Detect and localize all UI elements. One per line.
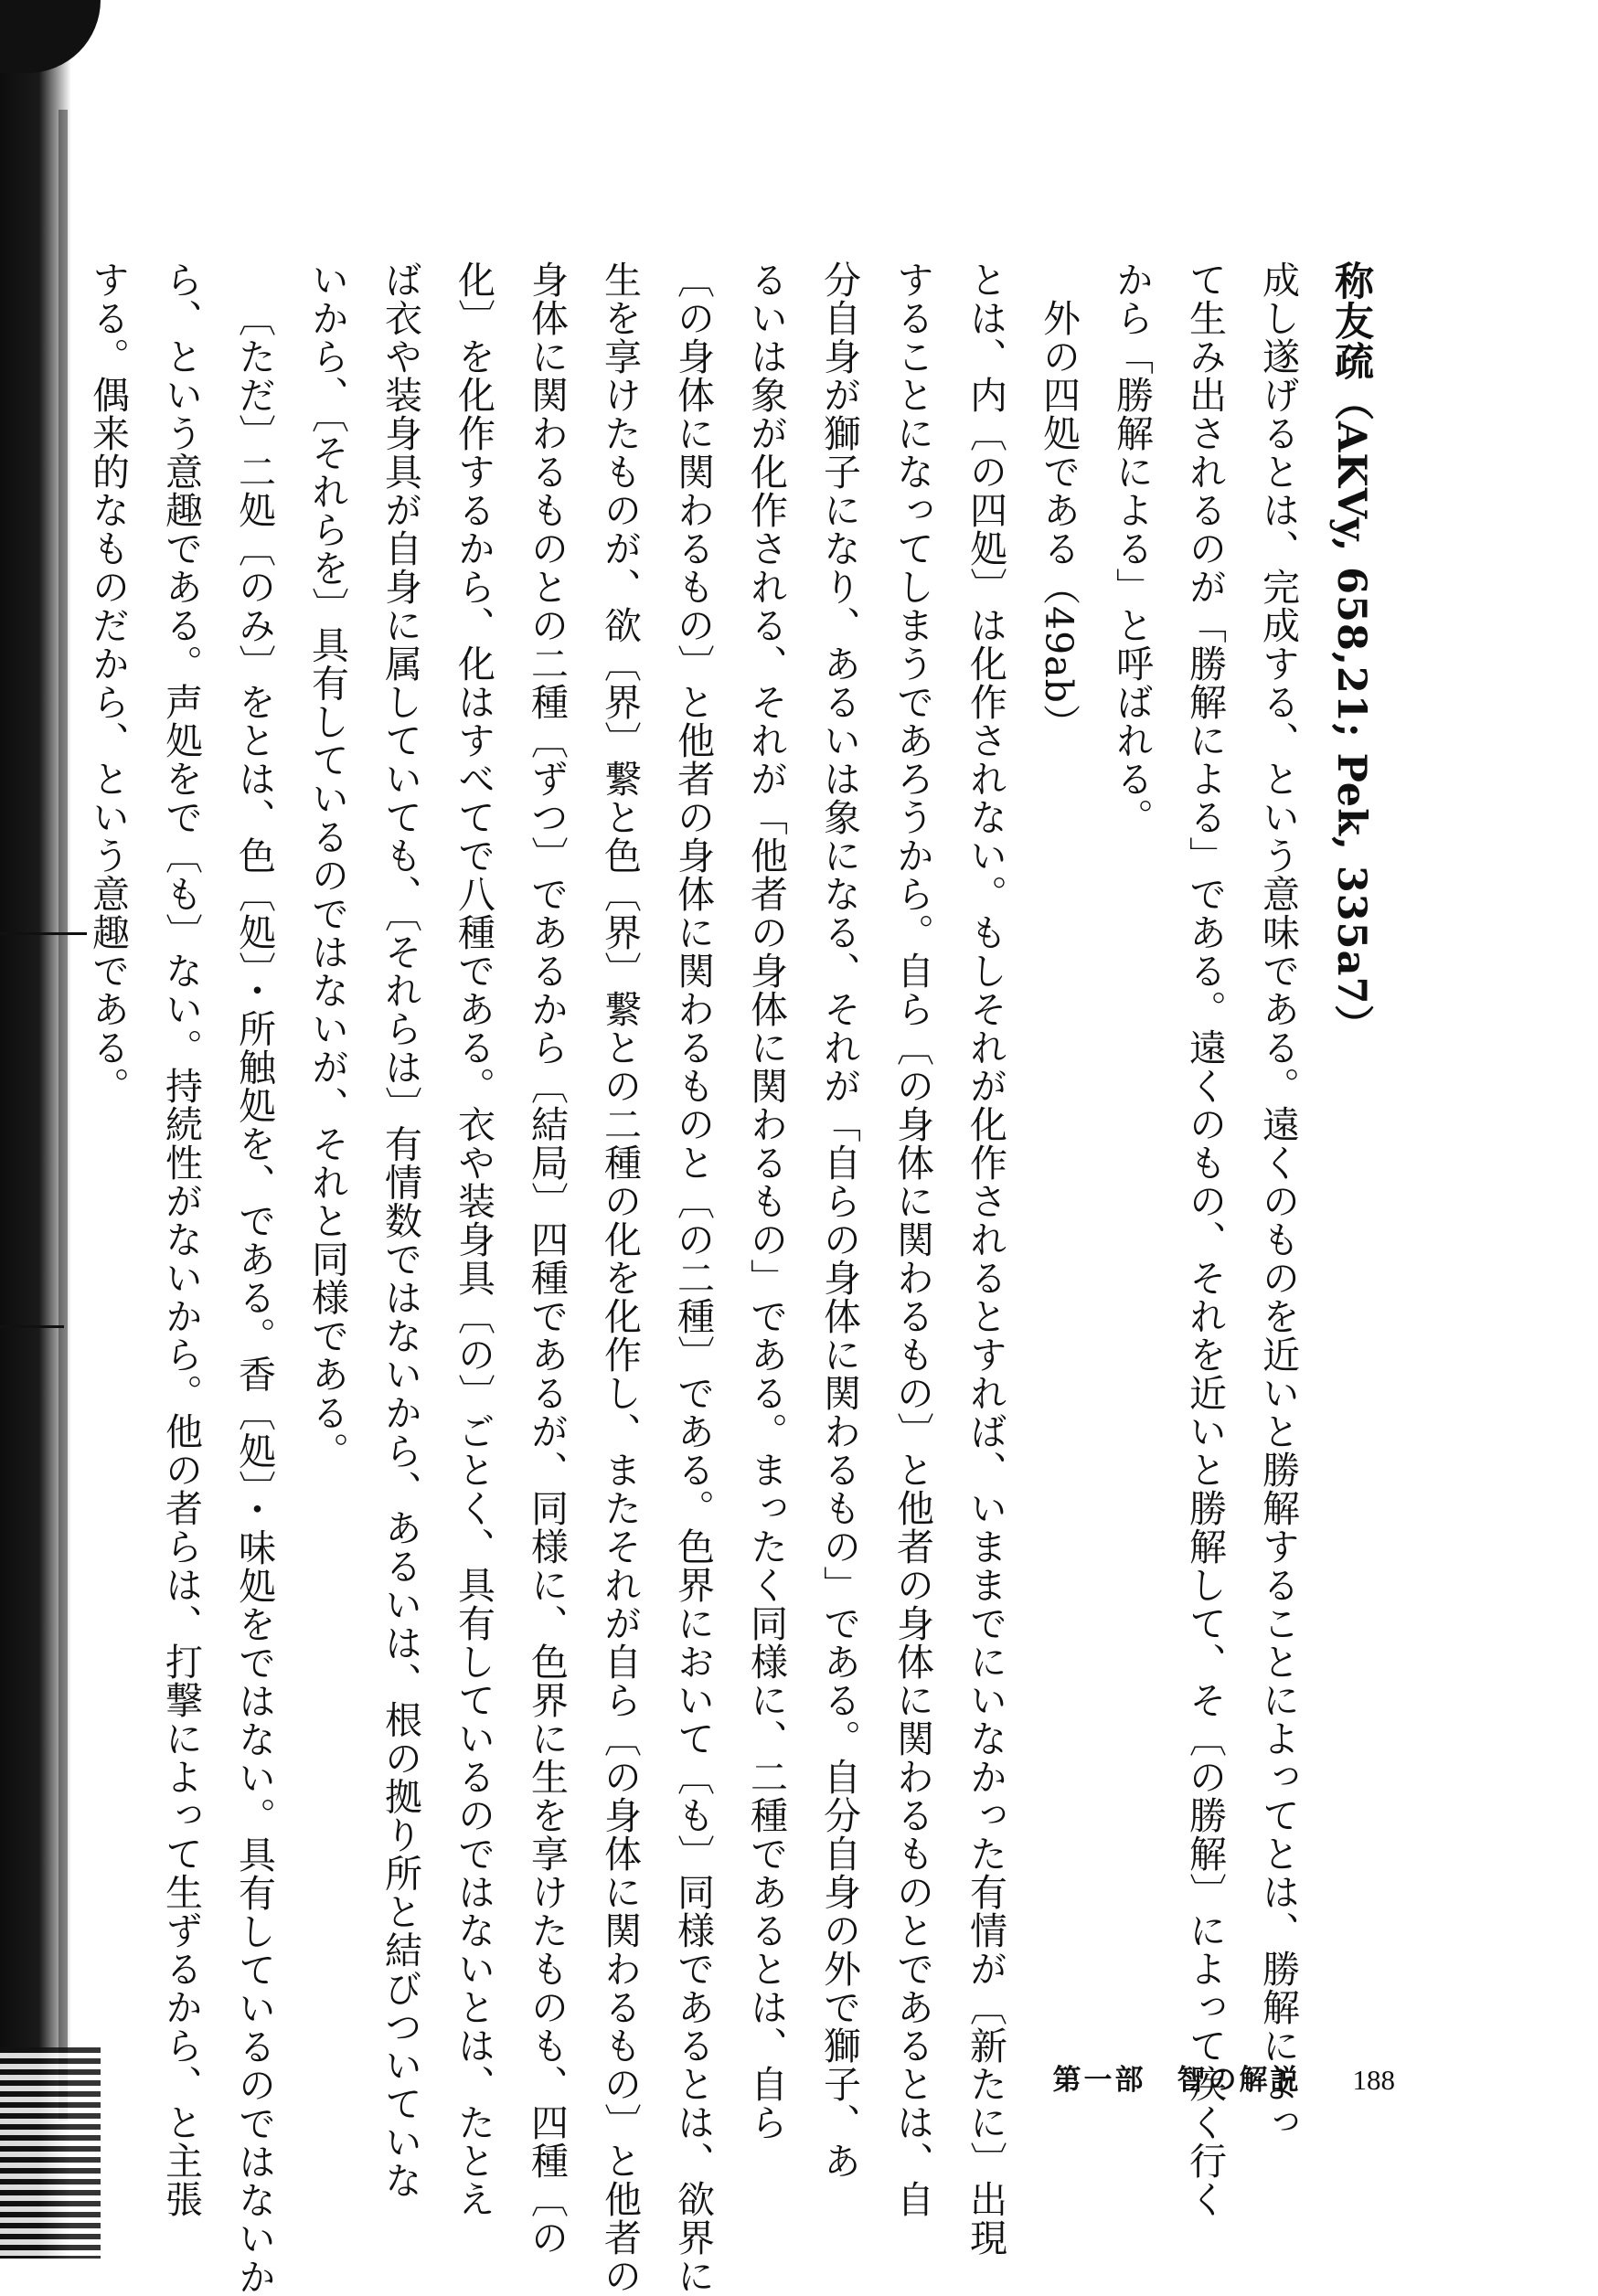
page-number: 188 <box>1352 2064 1395 2096</box>
text-line: する。偶来的なものだから、という意趣である。 <box>86 260 130 1105</box>
text-line: 身体に関わるものとの二種〔ずつ〕であるから〔結局〕四種であるが、同様に、色界に生を享けたものも、四種〔の <box>525 260 569 2257</box>
text-line: るいは象が化作される、それが「他者の身体に関わるもの」である。まったく同様に、二種であるとは、自ら <box>744 260 788 2142</box>
text-line: て生み出されるのが「勝解による」である。遠くのもの、それを近いと勝解して、そ〔の勝解〕によって疾く行く <box>1183 260 1227 2218</box>
page-footer <box>1053 2057 1396 2098</box>
text-line: 生を享けたものが、欲〔界〕繋と色〔界〕繋との二種の化を化作し、またそれが自ら〔の身体に関わるもの〕と他者の <box>598 260 642 2295</box>
scan-corner-top <box>0 0 101 73</box>
text-line: することになってしまうであろうから。自ら〔の身体に関わるもの〕と他者の身体に関わるものとであるとは、自 <box>890 260 934 2218</box>
text-line: いから、〔それらを〕具有しているのではないが、それと同様である。 <box>305 260 349 1471</box>
text-line: 〔の身体に関わるもの〕と他者の身体に関わるものと〔の二種〕である。色界において〔も〕同様であるとは、欲界に <box>671 260 715 2295</box>
text-line: 成し遂げるとは、完成する、という意味である。遠くのものを近いと勝解することによってとは、勝解によっ <box>1256 260 1300 2142</box>
section-title: 第一部 智の解説 <box>1052 2064 1302 2097</box>
text-line: 〔ただ〕二処〔のみ〕をとは、色〔処〕・所触処を、である。香〔処〕・味処をではない。具有しているのではないか <box>232 299 276 2296</box>
text-line: 化〕を化作するから、化はすべてで八種である。衣や装身具〔の〕ごとく、具有しているのではないとは、たとえ <box>452 260 495 2218</box>
text-line: 分自身が獅子になり、あるいは象になる、それが「自らの身体に関わるもの」である。自分自身の外で獅子、あ <box>817 260 861 2180</box>
text-line: ら、という意趣である。声処をで〔も〕ない。持続性がないから。他の者らは、打撃によって生ずるから、と主張 <box>159 260 203 2218</box>
margin-tick-mark <box>0 1325 64 1328</box>
text-line: とは、内〔の四処〕は化作されない。もしそれが化作されるとすれば、いままでにいなかった有情が〔新たに〕出現 <box>964 260 1007 2257</box>
scan-smudge-bottom <box>0 2047 101 2259</box>
commentary-heading: 称友疏（AKVy, 658,21; Pek, 335a7） <box>1328 260 1374 1046</box>
scan-shadow-inner <box>59 110 68 2121</box>
verse-quote: 外の四処である（49ab） <box>1037 299 1081 742</box>
text-line: ば衣や装身具が自身に属していても、〔それらは〕有情数ではないから、あるいは、根の拠り所と結びついていな <box>378 260 422 2200</box>
text-line: から「勝解による」と呼ばれる。 <box>1110 260 1154 836</box>
